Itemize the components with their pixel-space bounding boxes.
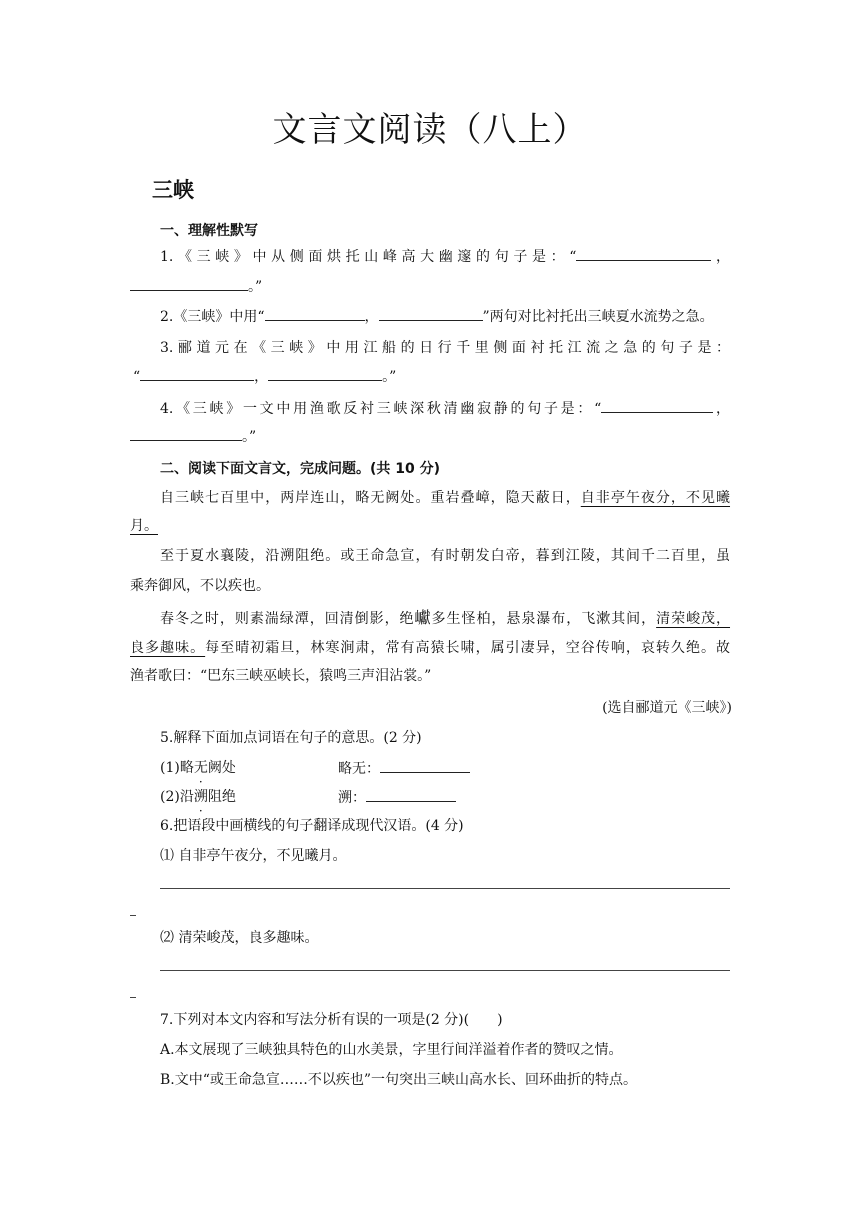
passage-line: 良多趣味。每至晴初霜旦，林寒涧肃，常有高猿长啸，属引凄异，空谷传响，哀转久绝。故 xyxy=(130,640,731,656)
passage-line: 渔者歌曰：“巴东三峡巫峡长，猿鸣三声泪沾裳。” xyxy=(130,668,432,684)
answer-blank[interactable] xyxy=(601,398,713,413)
question-4-cont: 。” xyxy=(130,426,256,447)
question-1-cont: 。” xyxy=(130,276,262,297)
answer-line[interactable] xyxy=(160,888,730,889)
passage-line: 春冬之时，则素湍绿潭，回清倒影，绝巘多生怪柏，悬泉瀑布，飞漱其间，清荣峻茂， xyxy=(160,608,731,627)
question-5: 5.解释下面加点词语在句子的意思。(2 分) xyxy=(160,730,422,746)
question-7: 7.下列对本文内容和写法分析有误的一项是(2 分)( ) xyxy=(160,1012,503,1028)
answer-blank[interactable] xyxy=(379,306,483,321)
answer-blank[interactable] xyxy=(265,306,365,321)
answer-blank[interactable] xyxy=(140,366,254,381)
answer-line[interactable] xyxy=(160,970,730,971)
answer-blank[interactable] xyxy=(268,366,382,381)
question-5-item-1: (1)略无阙处 xyxy=(160,760,236,776)
question-3: 3.郦道元在《三峡》中用江船的日行千里侧面衬托江流之急的句子是： xyxy=(160,340,730,356)
answer-line-end xyxy=(130,915,136,916)
answer-blank[interactable] xyxy=(130,276,248,291)
passage-line: 至于夏水襄陵，沿溯阻绝。或王命急宣，有时朝发白帝，暮到江陵，其间千二百里，虽 xyxy=(160,548,730,564)
answer-blank[interactable] xyxy=(130,426,242,441)
answer-blank[interactable] xyxy=(366,787,456,802)
passage-line: 自三峡七百里中，两岸连山，略无阙处。重岩叠嶂，隐天蔽日，自非亭午夜分，不见曦 xyxy=(160,490,731,506)
answer-blank[interactable] xyxy=(576,246,711,261)
section-heading-1: 一、理解性默写 xyxy=(160,223,258,239)
question-5-item-2: (2)沿溯阻绝 xyxy=(160,789,236,805)
question-4: 4.《三峡》一文中用渔歌反衬三峡深秋清幽寂静的句子是：“ ， xyxy=(160,398,730,419)
option-b[interactable]: B.文中“或王命急宣……不以疾也”一句突出三峡山高水长、回环曲折的特点。 xyxy=(160,1072,638,1088)
question-6-item-2: ⑵ 清荣峻茂，良多趣味。 xyxy=(160,930,319,946)
question-2: 2.《三峡》中用“ ， ”两句对比衬托出三峡夏水流势之急。 xyxy=(160,306,714,327)
passage-line: 乘奔御风，不以疾也。 xyxy=(130,578,270,594)
option-a[interactable]: A.本文展现了三峡独具特色的山水美景，字里行间洋溢着作者的赞叹之情。 xyxy=(160,1042,623,1058)
question-5-answer-1: 略无： xyxy=(338,758,470,779)
section-heading-2: 二、阅读下面文言文，完成问题。(共 10 分) xyxy=(160,461,441,477)
passage-line: 月。 xyxy=(130,518,158,534)
lesson-title: 三峡 xyxy=(152,178,194,202)
answer-blank[interactable] xyxy=(380,758,470,773)
question-6-item-1: ⑴ 自非亭午夜分，不见曦月。 xyxy=(160,848,347,864)
question-3-cont: “ ， 。” xyxy=(133,366,396,387)
question-1: 1.《三峡》中从侧面烘托山峰高大幽邃的句子是：“ ， xyxy=(160,246,730,267)
page-title: 文言文阅读（八上） xyxy=(272,110,588,150)
passage-source: (选自郦道元《三峡》) xyxy=(602,700,732,716)
question-5-answer-2: 溯： xyxy=(338,787,456,808)
question-6: 6.把语段中画横线的句子翻译成现代汉语。(4 分) xyxy=(160,818,464,834)
answer-line-end xyxy=(130,997,136,998)
